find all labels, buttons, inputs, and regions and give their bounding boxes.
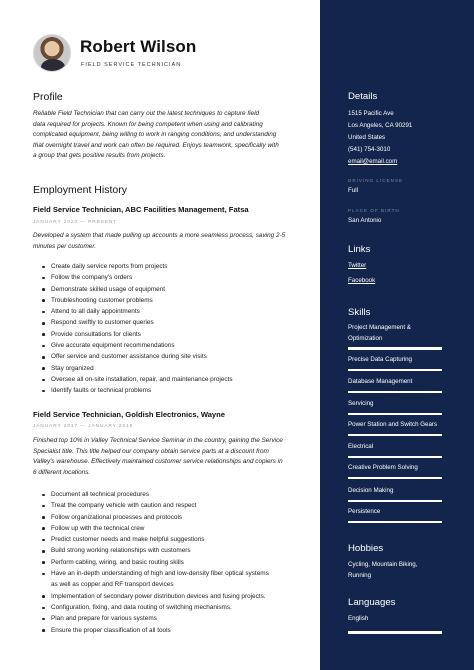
skill-level-bar (348, 456, 442, 459)
email-link[interactable]: email@email.com (348, 158, 398, 165)
skill-item (348, 420, 442, 436)
skill-name: Electrical (348, 443, 374, 450)
skill-name: Decision Making (348, 487, 394, 494)
hobbies-text: Running (348, 572, 372, 579)
profile-line: Reliable Field Technician that can carry out the latest techniques to capture field (33, 110, 260, 117)
list-item-continuation: as well as copper and RF transport devices (51, 581, 174, 589)
job-title: Field Service Technician, ABC Facilities Management, Fatsa (33, 205, 249, 214)
skill-level-bar (348, 347, 442, 350)
list-item: Follow up with the technical crew (42, 523, 304, 534)
skill-level-bar (348, 413, 442, 416)
skills-heading: Skills (348, 307, 371, 318)
list-item: Build strong working relationships with customers (42, 545, 304, 556)
skill-level-bar (348, 434, 442, 437)
skill-item (348, 442, 442, 458)
list-item: Ensure the proper classification of all tools (42, 625, 304, 636)
place-of-birth-label: PLACE OF BIRTH (348, 208, 400, 213)
list-item: Attend to all daily appointments (42, 306, 304, 317)
place-of-birth-value: San Antonio (348, 217, 382, 224)
list-item: Follow the company's orders (42, 272, 304, 283)
profile-line: data required for projects. Known for being competent when using and calibrating (33, 120, 263, 128)
employment-heading: Employment History (33, 184, 127, 196)
phone-number: (541) 754-3010 (348, 146, 391, 153)
profile-line: that overnight travel and work can often be required. Enjoys teamwork, specifically with (33, 141, 279, 149)
list-item: Oversee all on-site installation, repair, and maintenance projects (42, 374, 304, 385)
skill-item (348, 355, 442, 371)
skill-name: Servicing (348, 400, 374, 407)
list-item: Create daily service reports from projects (42, 261, 304, 272)
job-summary-line: 6 different locations. (33, 468, 91, 476)
job-title: Field Service Technician, Goldish Electronics, Wayne (33, 410, 226, 419)
skill-item (348, 323, 442, 350)
profile-heading: Profile (33, 91, 63, 103)
list-item: Document all technical procedures (42, 489, 304, 500)
skill-name: Precise Data Capturing (348, 356, 412, 363)
city-line: Los Angeles, CA 90291 (348, 122, 413, 129)
list-item: Offer service and customer assistance during site visits (42, 351, 304, 362)
skill-level-bar (348, 391, 442, 394)
facebook-link[interactable]: Facebook (348, 277, 376, 284)
avatar (33, 34, 71, 72)
skill-item (348, 463, 442, 479)
sidebar (320, 0, 474, 670)
languages-heading: Languages (348, 597, 396, 608)
language-level-bar (348, 631, 442, 634)
skill-name: Optimization (348, 334, 383, 342)
list-item: Identify faults or technical problems (42, 385, 304, 396)
job-summary-line: minutes per customer. (33, 242, 96, 250)
job-summary-line: Specialist title. This title helped our company obtain service parts at a discount from (33, 447, 269, 455)
list-item: Respond swiftly to customer queries (42, 317, 304, 328)
profile-line: a group that gets positive results from projects. (33, 152, 166, 160)
driving-license-label: DRIVING LICENSE (348, 178, 404, 183)
list-item: Plan and prepare for various systems (42, 613, 304, 624)
resume-header (33, 34, 313, 74)
skill-name: Project Management & (348, 324, 411, 331)
skill-level-bar (348, 477, 442, 480)
hobbies-heading: Hobbies (348, 543, 384, 554)
profile-text (33, 109, 299, 162)
skill-item (348, 399, 442, 415)
skill-level-bar (348, 500, 442, 503)
list-item: Demonstrate skilled usage of equipment (42, 284, 304, 295)
skill-name: Creative Problem Solving (348, 464, 418, 471)
skill-level-bar (348, 369, 442, 372)
list-item: Stay organized (42, 363, 304, 374)
list-item: Treat the company vehicle with caution and respect (42, 500, 304, 511)
skill-name: Database Management (348, 378, 413, 385)
twitter-link[interactable]: Twitter (348, 262, 367, 269)
address-line: 1515 Pacific Ave (348, 110, 394, 117)
skill-item (348, 377, 442, 393)
job-dates: JANUARY 2020 — PRESENT (33, 220, 118, 225)
driving-license-value: Full (348, 187, 358, 194)
job-summary-line: Valley's warehouse. Effectively maintained customer service relationships and copiers in (33, 458, 283, 466)
job-summary-line: Developed a system that made pulling up accounts a more seamless process, saving 2-5 (33, 232, 286, 239)
skill-item (348, 486, 442, 502)
profile-line: complicated equipment, being willing to work in ranging conditions, and understanding (33, 131, 277, 139)
job-dates: JANUARY 2017 — JANUARY 2018 (33, 424, 134, 429)
person-name: Robert Wilson (80, 37, 197, 56)
job-summary (33, 436, 299, 478)
list-item: Predict customer needs and make helpful suggestions (42, 534, 304, 545)
job-summary-line: Finished top 10% in Valley Technical Service Seminar in the country, gaining the Service (33, 437, 283, 444)
details-heading: Details (348, 91, 378, 102)
skill-level-bar (348, 521, 442, 524)
list-item: Configuration, fixing, and data routing of switching mechanisms. (42, 602, 304, 613)
job-summary (33, 231, 299, 252)
language-name: English (348, 615, 369, 622)
job-title-label: FIELD SERVICE TECHNICIAN (81, 62, 182, 68)
list-item: Perform cabling, wiring, and basic routing skills (42, 557, 304, 568)
hobbies-text: Cycling, Mountain Biking, (348, 561, 418, 568)
list-item: Have an in-depth understanding of high and low-density fiber optical systems (42, 568, 304, 579)
list-item: Give accurate equipment recommendations (42, 340, 304, 351)
job-duties-list (42, 489, 304, 636)
links-heading: Links (348, 244, 371, 255)
skill-name: Persistence (348, 508, 381, 515)
list-item: Follow organizational processes and protocols (42, 512, 304, 523)
skill-name: Power Station and Switch Gears (348, 421, 438, 428)
list-item: Provide consultations for clients (42, 329, 304, 340)
job-duties-list (42, 261, 304, 397)
country-line: United States (348, 134, 386, 141)
skill-item (348, 507, 442, 523)
list-item: Implementation of secondary power distribution devices and fusing projects. (42, 591, 304, 602)
list-item: Troubleshooting customer problems (42, 295, 304, 306)
